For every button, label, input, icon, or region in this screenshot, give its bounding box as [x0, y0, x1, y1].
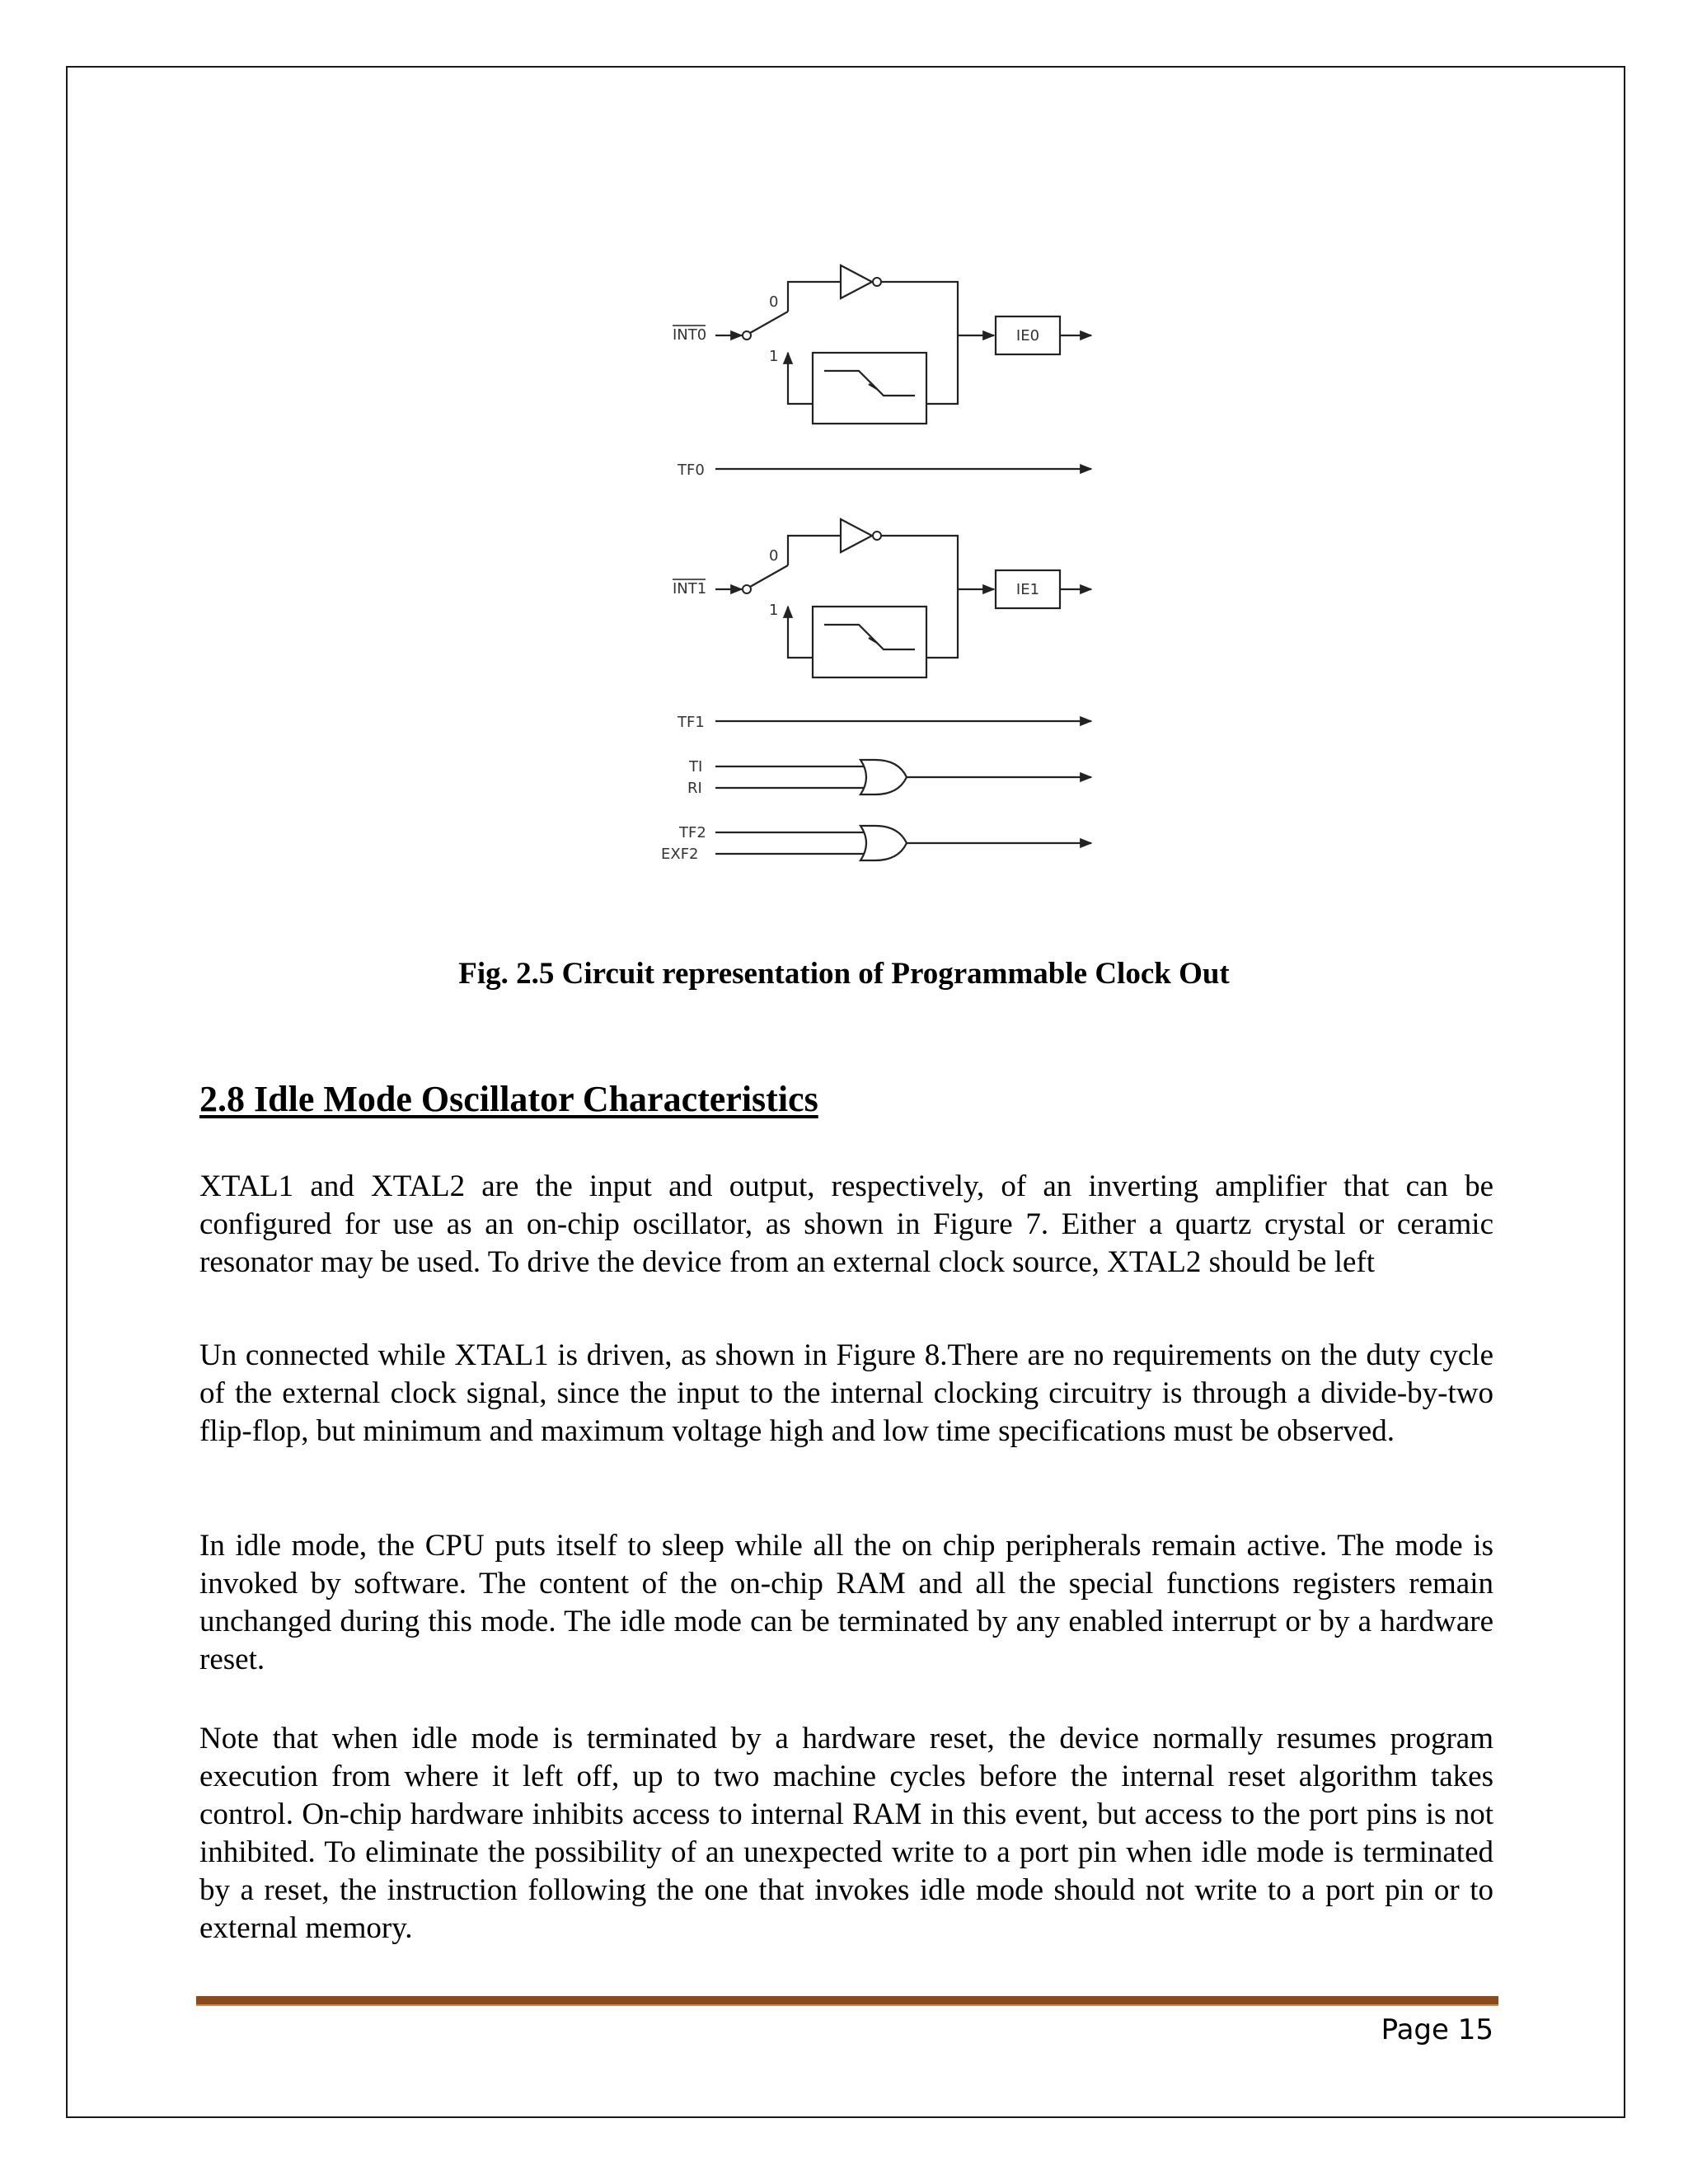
page-number: Page 15: [1381, 2013, 1493, 2046]
tf1-label: TF1: [678, 714, 705, 731]
inverter-symbol: [841, 519, 872, 552]
edge-filter-box: [813, 607, 926, 677]
section-heading: 2.8 Idle Mode Oscillator Characteristics: [199, 1079, 818, 1119]
int0-switch: [750, 312, 788, 333]
ri-label: RI: [687, 780, 702, 797]
inverter-symbol: [841, 265, 872, 298]
paragraph-1: XTAL1 and XTAL2 are the input and output, respectively, of an inverting amplifier that can be configured for use as an on-chip oscillator, as shown in Figure 7. Either a quartz crystal or ceramic resonator may be used. To drive the device from an external clock source, XTAL2 should be left: [199, 1169, 1493, 1279]
tf2-label: TF2: [679, 824, 706, 841]
ti-label: TI: [689, 758, 703, 776]
or-gate-ti-ri: [860, 760, 907, 794]
int0-block: [673, 265, 1091, 424]
or-gate-tf2-exf2: [860, 826, 907, 860]
int1-label: INT1: [673, 580, 707, 598]
edge-filter-box: [813, 353, 926, 424]
paragraph-4: Note that when idle mode is terminated by a hardware reset, the device normally resumes program execution from where it left off, up to two machine cycles before the internal reset algorithm takes control. On-chip hardware inhibits access to internal RAM in this event, but access to the port pins is not inhibited. To eliminate the possibility of an unexpected write to a port pin when idle mode is terminated by a reset, the instruction following the one that invokes idle mode should not write to a port pin or to external memory.: [199, 1722, 1493, 1945]
int1-switch: [750, 565, 788, 587]
paragraph-2: Un connected while XTAL1 is driven, as shown in Figure 8.There are no requirements on the duty cycle of the external clock signal, since the input to the internal clocking circuitry is through a divide-by-two flip-flop, but minimum and maximum voltage high and low time specifications must be observed.: [199, 1338, 1493, 1448]
int1-block: [673, 519, 1091, 677]
switch-pos-0: 0: [769, 547, 779, 565]
switch-pos-1: 1: [769, 602, 779, 619]
figure-caption: Fig. 2.5 Circuit representation of Programmable Clock Out: [458, 957, 1230, 991]
int0-label: INT0: [673, 326, 707, 344]
circuit-figure: [643, 214, 1121, 890]
paragraph-3: In idle mode, the CPU puts itself to sleep while all the on chip peripherals remain active. The mode is invoked by software. The content of the on-chip RAM and all the special functions registers remain unchanged during this mode. The idle mode can be terminated by any enabled interrupt or by a hardware reset.: [199, 1529, 1493, 1676]
switch-pivot: [743, 331, 751, 340]
exf2-label: EXF2: [661, 846, 699, 863]
ie1-label: IE1: [1015, 581, 1040, 598]
ie0-label: IE0: [1015, 327, 1040, 344]
tf0-label: TF0: [678, 462, 705, 479]
footer-rule: [196, 1996, 1498, 2006]
switch-pos-1: 1: [769, 348, 779, 365]
switch-pos-0: 0: [769, 293, 779, 311]
